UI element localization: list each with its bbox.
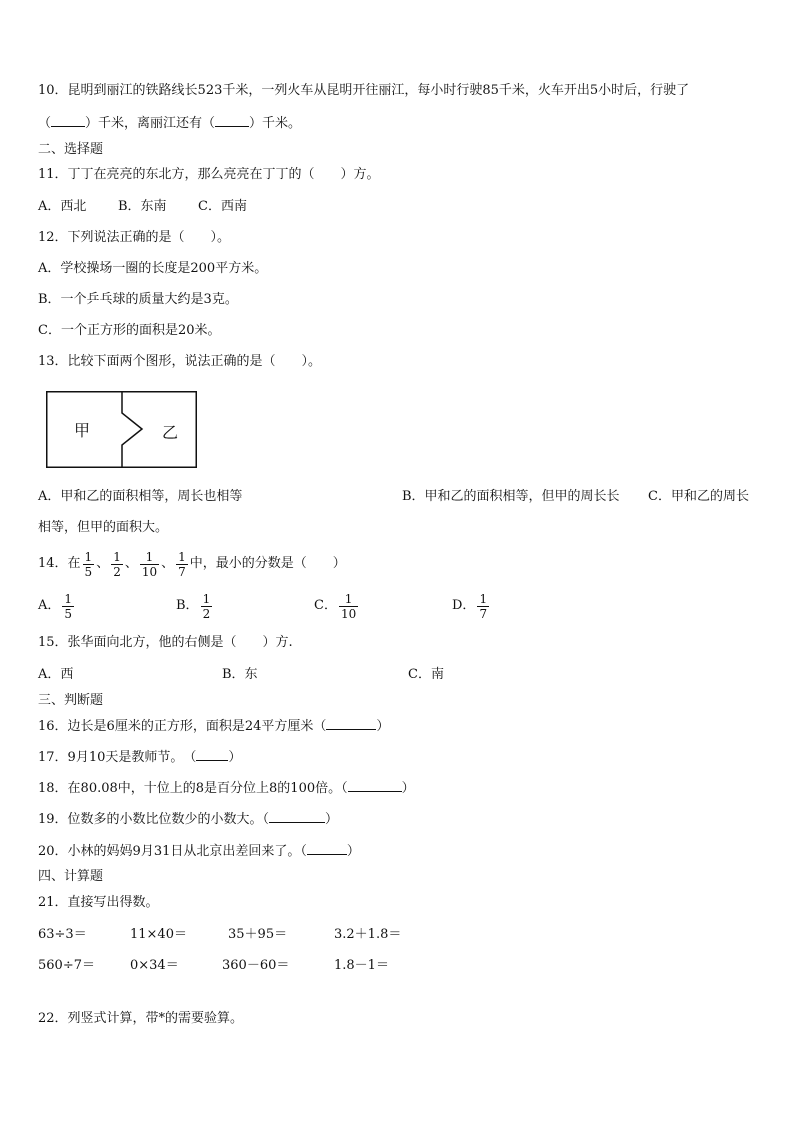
section-heading-judge: 三、判断题 — [38, 693, 104, 708]
q14-prefix: 14．在 — [38, 556, 81, 571]
section-heading-calc: 四、计算题 — [38, 869, 104, 884]
question-18: 18．在80.08中，十位上的8是百分位上8的100倍。（ ） — [38, 781, 415, 796]
calc-item: 560÷7＝ — [38, 958, 95, 973]
calc-item: 360－60＝ — [222, 958, 290, 973]
calc-item: 63÷3＝ — [38, 927, 87, 942]
q14-option-a[interactable]: A． $\frac{1}{5}$ — [38, 591, 73, 621]
question-10-line1: 10．昆明到丽江的铁路线长523千米，一列火车从昆明开往丽江，每小时行驶85千米，火车开出5小时后，行驶了 — [38, 83, 690, 98]
answer-blank[interactable] — [269, 810, 325, 823]
fraction: $\frac{1}{5}$ — [84, 549, 93, 579]
answer-blank[interactable] — [196, 748, 228, 761]
fraction: $\frac{1}{2}$ — [113, 549, 121, 579]
calc-item: 11×40＝ — [130, 927, 187, 942]
answer-blank[interactable] — [307, 842, 347, 855]
q10-open-paren: （ — [38, 116, 52, 131]
calc-item: 35＋95＝ — [228, 927, 288, 942]
q11-option-a[interactable]: A．西北 — [38, 199, 87, 214]
q10-end-text: ）千米。 — [249, 116, 302, 131]
fraction: $\frac{1}{10}$ — [141, 549, 158, 579]
q13-option-a[interactable]: A．甲和乙的面积相等，周长也相等 — [38, 489, 243, 504]
question-13-stem: 13．比较下面两个图形，说法正确的是（ ）。 — [38, 354, 322, 369]
calc-item: 3.2＋1.8＝ — [334, 927, 402, 942]
answer-blank[interactable] — [215, 114, 249, 127]
q11-option-c[interactable]: C．西南 — [198, 199, 247, 214]
q14-option-b[interactable]: B． $\frac{1}{2}$ — [176, 591, 211, 621]
q12-option-a[interactable]: A．学校操场一圈的长度是200平方米。 — [38, 261, 268, 276]
question-21-stem: 21．直接写出得数。 — [38, 895, 159, 910]
q15-option-b[interactable]: B．东 — [222, 667, 258, 682]
q15-option-c[interactable]: C．南 — [408, 667, 444, 682]
q13-option-c-continued: 相等，但甲的面积大。 — [38, 520, 169, 535]
question-17: 17．9月10天是教师节。 （ ） — [38, 750, 242, 765]
shape-figure — [46, 391, 197, 468]
question-15-stem: 15．张华面向北方，他的右侧是（ ）方. — [38, 635, 293, 650]
calc-item: 1.8－1＝ — [334, 958, 389, 973]
shape-label-yi: 乙 — [162, 423, 179, 442]
q12-option-c[interactable]: C．一个正方形的面积是20米。 — [38, 323, 221, 338]
q14-separator: 、 — [124, 556, 138, 571]
q10-mid-text: ）千米，离丽江还有（ — [85, 116, 216, 131]
question-20: 20．小林的妈妈9月31日从北京出差回来了。（ ） — [38, 844, 360, 859]
question-19: 19．位数多的小数比位数少的小数大。（ ） — [38, 812, 339, 827]
question-12-stem: 12．下列说法正确的是（ ）。 — [38, 230, 231, 245]
fraction: $\frac{1}{7}$ — [178, 549, 186, 579]
question-11-stem: 11．丁丁在亮亮的东北方，那么亮亮在丁丁的（ ）方。 — [38, 167, 380, 182]
answer-blank[interactable] — [51, 114, 85, 127]
section-heading-choice: 二、选择题 — [38, 142, 104, 157]
q15-option-a[interactable]: A．西 — [38, 667, 74, 682]
calc-item: 0×34＝ — [130, 958, 179, 973]
q11-option-b[interactable]: B．东南 — [118, 199, 167, 214]
shape-label-jia: 甲 — [74, 421, 91, 440]
q14-option-c[interactable]: C． $\frac{1}{10}$ — [314, 591, 357, 621]
question-10-line2 — [38, 114, 301, 133]
q13-option-c[interactable]: C．甲和乙的周长 — [648, 489, 749, 504]
question-22-stem: 22．列竖式计算，带*的需要验算。 — [38, 1011, 244, 1026]
answer-blank[interactable] — [348, 779, 402, 792]
q12-option-b[interactable]: B．一个乒乓球的质量大约是3克。 — [38, 292, 238, 307]
question-16: 16．边长是6厘米的正方形，面积是24平方厘米（ ） — [38, 719, 390, 734]
q14-separator: 、 — [96, 556, 110, 571]
q14-separator: 、 — [161, 556, 175, 571]
q14-option-d[interactable]: D． $\frac{1}{7}$ — [452, 591, 488, 621]
answer-blank[interactable] — [326, 717, 376, 730]
q13-option-b[interactable]: B．甲和乙的面积相等，但甲的周长长 — [402, 489, 620, 504]
question-14-stem — [38, 548, 346, 580]
q14-suffix: 中，最小的分数是（ ） — [189, 556, 346, 571]
